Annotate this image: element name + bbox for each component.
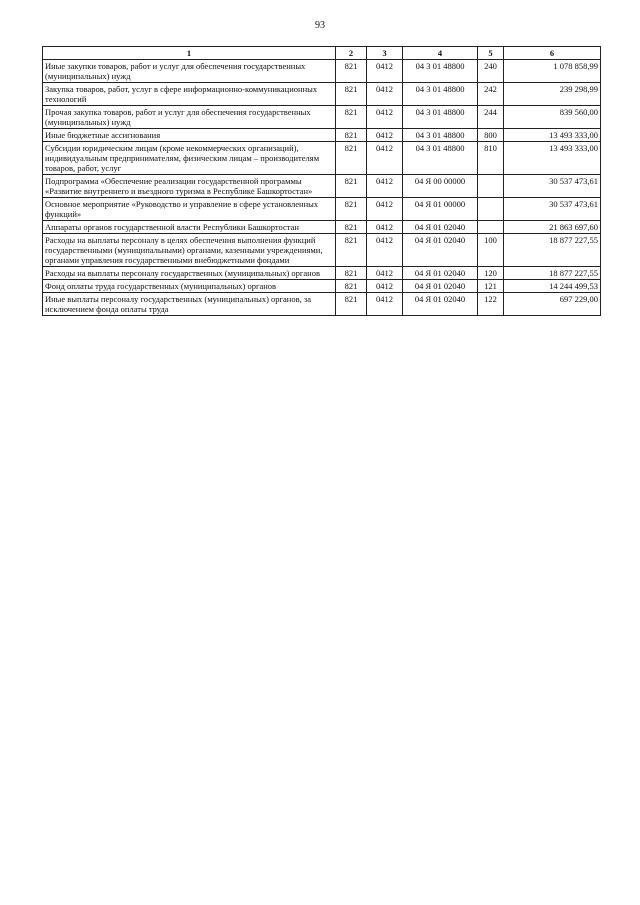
cell-amount: 21 863 697,60 (504, 221, 601, 234)
cell-expense-type: 240 (478, 60, 504, 83)
cell-name: Субсидии юридическим лицам (кроме некоммерческих организаций), индивидуальным предпринимателям, физическим лицам – производителям товаров, работ, услуг (43, 142, 336, 175)
cell-expense-type: 800 (478, 129, 504, 142)
table-row (43, 83, 601, 106)
table-row (43, 267, 601, 280)
table-body (43, 60, 601, 316)
cell-target-article: 04 Я 01 02040 (403, 293, 478, 316)
cell-amount: 14 244 499,53 (504, 280, 601, 293)
cell-department-code: 821 (336, 267, 367, 280)
table-row (43, 175, 601, 198)
cell-section-code: 0412 (367, 129, 403, 142)
cell-name: Подпрограмма «Обеспечение реализации государственной программы «Развитие внутреннего и въездного туризма в Республике Башкортостан» (43, 175, 336, 198)
cell-name: Закупка товаров, работ, услуг в сфере информационно-коммуникационных технологий (43, 83, 336, 106)
cell-department-code: 821 (336, 83, 367, 106)
cell-department-code: 821 (336, 129, 367, 142)
cell-department-code: 821 (336, 221, 367, 234)
cell-amount: 18 877 227,55 (504, 267, 601, 280)
cell-amount: 30 537 473,61 (504, 175, 601, 198)
column-header-4: 4 (403, 47, 478, 60)
cell-target-article: 04 Я 01 02040 (403, 234, 478, 267)
cell-expense-type: 120 (478, 267, 504, 280)
table-row (43, 106, 601, 129)
column-header-5: 5 (478, 47, 504, 60)
cell-expense-type: 244 (478, 106, 504, 129)
cell-name: Основное мероприятие «Руководство и управление в сфере установленных функций» (43, 198, 336, 221)
cell-name: Аппараты органов государственной власти Республики Башкортостан (43, 221, 336, 234)
cell-target-article: 04 3 01 48800 (403, 106, 478, 129)
table-header (43, 47, 601, 60)
cell-amount: 1 078 858,99 (504, 60, 601, 83)
cell-section-code: 0412 (367, 280, 403, 293)
cell-department-code: 821 (336, 280, 367, 293)
cell-target-article: 04 Я 01 02040 (403, 221, 478, 234)
cell-department-code: 821 (336, 175, 367, 198)
cell-name: Фонд оплаты труда государственных (муниципальных) органов (43, 280, 336, 293)
cell-section-code: 0412 (367, 106, 403, 129)
cell-target-article: 04 Я 01 02040 (403, 280, 478, 293)
cell-target-article: 04 Я 01 02040 (403, 267, 478, 280)
table-row (43, 198, 601, 221)
cell-department-code: 821 (336, 293, 367, 316)
cell-target-article: 04 3 01 48800 (403, 60, 478, 83)
cell-section-code: 0412 (367, 175, 403, 198)
cell-expense-type: 242 (478, 83, 504, 106)
cell-amount: 697 229,00 (504, 293, 601, 316)
table-row (43, 280, 601, 293)
cell-department-code: 821 (336, 106, 367, 129)
cell-section-code: 0412 (367, 83, 403, 106)
cell-name: Прочая закупка товаров, работ и услуг для обеспечения государственных (муниципальных) нужд (43, 106, 336, 129)
column-header-3: 3 (367, 47, 403, 60)
page-number: 93 (315, 20, 325, 31)
cell-department-code: 821 (336, 234, 367, 267)
cell-target-article: 04 3 01 48800 (403, 129, 478, 142)
table-row (43, 60, 601, 83)
cell-amount: 13 493 333,00 (504, 129, 601, 142)
table-row (43, 129, 601, 142)
cell-amount: 18 877 227,55 (504, 234, 601, 267)
table-row (43, 221, 601, 234)
cell-target-article: 04 3 01 48800 (403, 83, 478, 106)
cell-name: Расходы на выплаты персоналу государственных (муниципальных) органов (43, 267, 336, 280)
cell-expense-type: 100 (478, 234, 504, 267)
cell-section-code: 0412 (367, 60, 403, 83)
cell-section-code: 0412 (367, 234, 403, 267)
cell-expense-type: 122 (478, 293, 504, 316)
column-header-6: 6 (504, 47, 601, 60)
cell-target-article: 04 3 01 48800 (403, 142, 478, 175)
cell-name: Иные выплаты персоналу государственных (муниципальных) органов, за исключением фонда оплаты труда (43, 293, 336, 316)
budget-table (42, 46, 601, 316)
column-header-2: 2 (336, 47, 367, 60)
cell-section-code: 0412 (367, 267, 403, 280)
header-row (43, 47, 601, 60)
table-row (43, 142, 601, 175)
cell-expense-type (478, 221, 504, 234)
cell-amount: 239 298,99 (504, 83, 601, 106)
cell-amount: 13 493 333,00 (504, 142, 601, 175)
cell-amount: 839 560,00 (504, 106, 601, 129)
cell-expense-type (478, 198, 504, 221)
cell-section-code: 0412 (367, 142, 403, 175)
cell-name: Иные бюджетные ассигнования (43, 129, 336, 142)
cell-department-code: 821 (336, 142, 367, 175)
cell-name: Иные закупки товаров, работ и услуг для обеспечения государственных (муниципальных) нужд (43, 60, 336, 83)
cell-section-code: 0412 (367, 221, 403, 234)
cell-department-code: 821 (336, 60, 367, 83)
column-header-1: 1 (43, 47, 336, 60)
cell-name: Расходы на выплаты персоналу в целях обеспечения выполнения функций государственными (муниципальными) органами, казенными учреждениями, органами управления государственными внебюджетными фондами (43, 234, 336, 267)
cell-section-code: 0412 (367, 198, 403, 221)
cell-expense-type (478, 175, 504, 198)
table-row (43, 293, 601, 316)
cell-department-code: 821 (336, 198, 367, 221)
cell-amount: 30 537 473,61 (504, 198, 601, 221)
cell-target-article: 04 Я 00 00000 (403, 175, 478, 198)
table-row (43, 234, 601, 267)
cell-target-article: 04 Я 01 00000 (403, 198, 478, 221)
cell-expense-type: 121 (478, 280, 504, 293)
cell-section-code: 0412 (367, 293, 403, 316)
cell-expense-type: 810 (478, 142, 504, 175)
